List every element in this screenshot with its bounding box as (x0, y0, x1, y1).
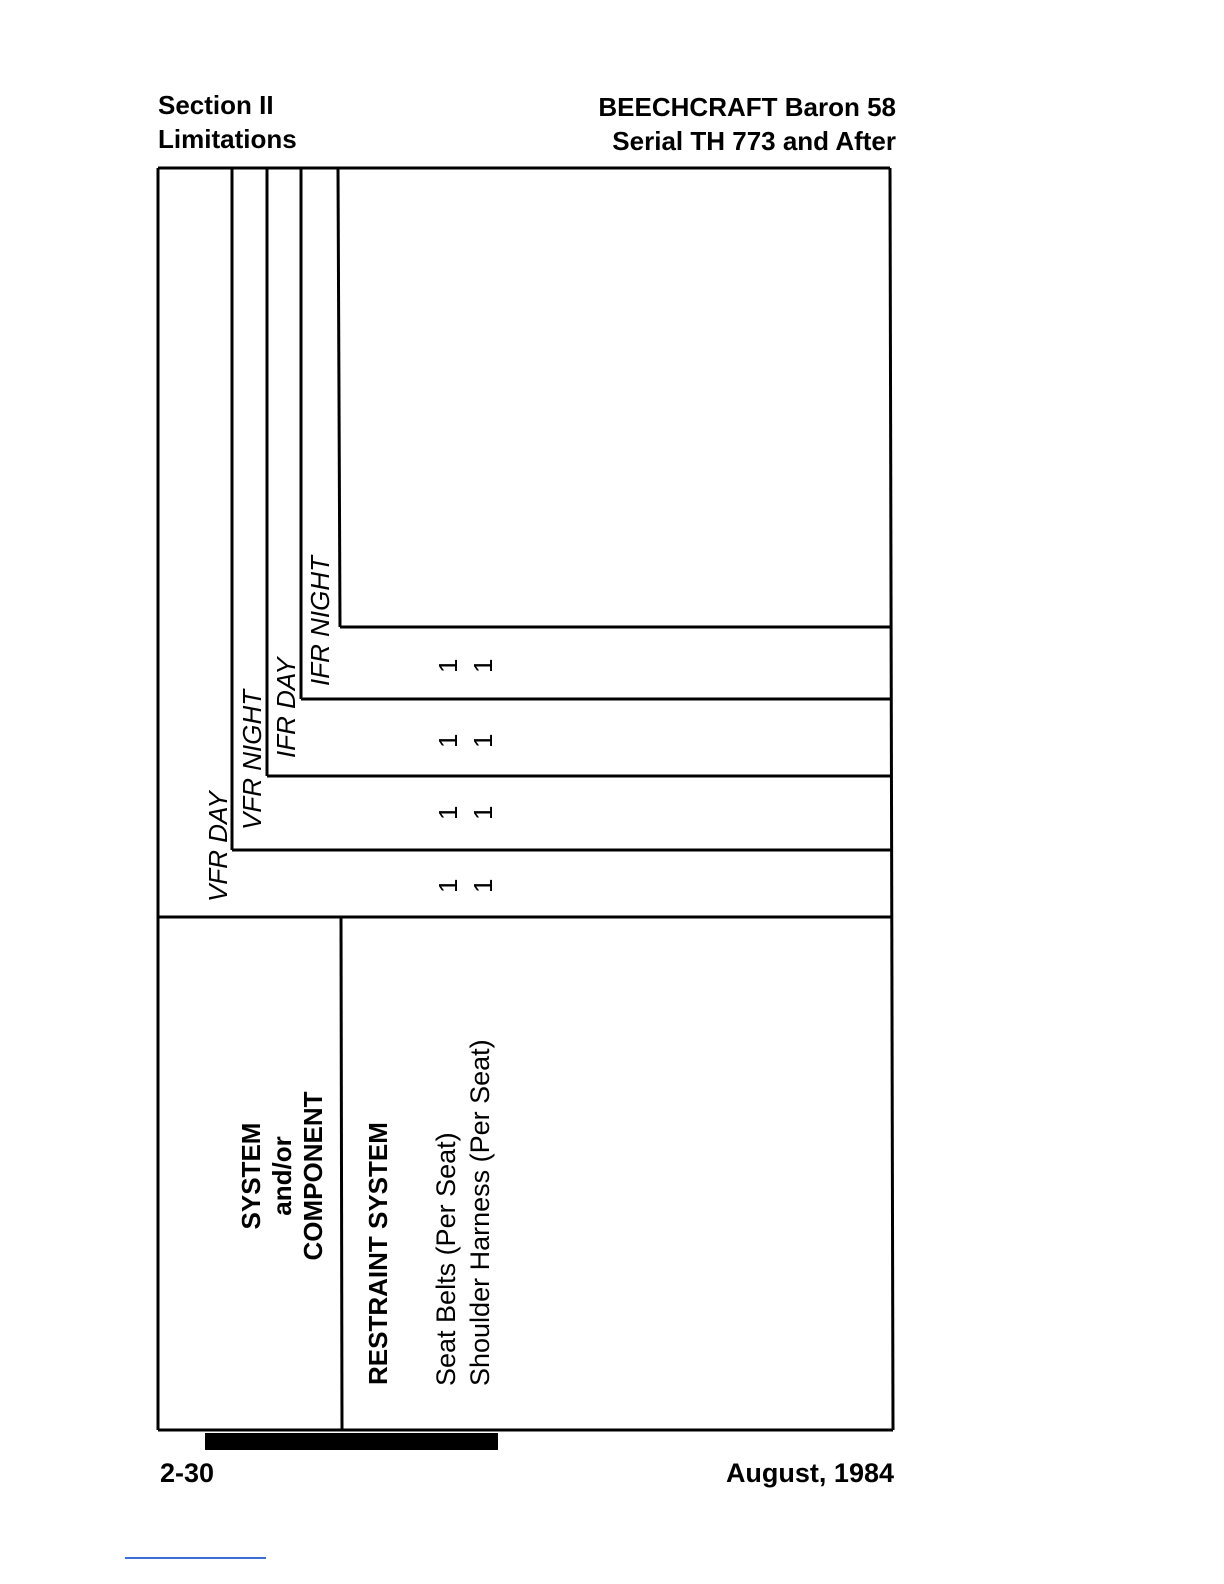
column-header-vfr-day: VFR DAY (203, 791, 233, 902)
system-component-header (236, 1026, 329, 1326)
shoulder-harness-ifr-day-qty: 1 (468, 733, 498, 748)
section-number: Section II (158, 90, 274, 120)
revision-date: August, 1984 (725, 1458, 894, 1488)
seat-belts-vfr-night-qty: 1 (433, 805, 463, 820)
revision-bar (205, 1433, 498, 1450)
system-label-line3: COMPONENT (298, 1091, 328, 1261)
aircraft-model: BEECHCRAFT Baron 58 (598, 92, 896, 122)
shoulder-harness-vfr-night-qty: 1 (468, 805, 498, 820)
system-label-line2: and/or (267, 1136, 297, 1216)
row-label-seat-belts: Seat Belts (Per Seat) (431, 1132, 461, 1386)
shoulder-harness-ifr-night-qty: 1 (468, 658, 498, 673)
seat-belts-vfr-day-qty: 1 (433, 878, 463, 893)
shoulder-harness-vfr-day-qty: 1 (468, 878, 498, 893)
serial-range: Serial TH 773 and After (612, 126, 896, 156)
page-number: 2-30 (160, 1458, 215, 1488)
seat-belts-ifr-night-qty: 1 (433, 658, 463, 673)
system-label-line1: SYSTEM (236, 1122, 266, 1230)
row-label-shoulder-harness: Shoulder Harness (Per Seat) (465, 1039, 495, 1386)
column-header-ifr-day: IFR DAY (271, 657, 301, 758)
column-header-ifr-night: IFR NIGHT (305, 556, 335, 686)
section-name: Limitations (158, 124, 297, 154)
scan-artifact-line (125, 1557, 266, 1559)
column-header-vfr-night: VFR NIGHT (237, 689, 267, 830)
seat-belts-ifr-day-qty: 1 (433, 733, 463, 748)
section-title-restraint-system: RESTRAINT SYSTEM (363, 1122, 393, 1385)
